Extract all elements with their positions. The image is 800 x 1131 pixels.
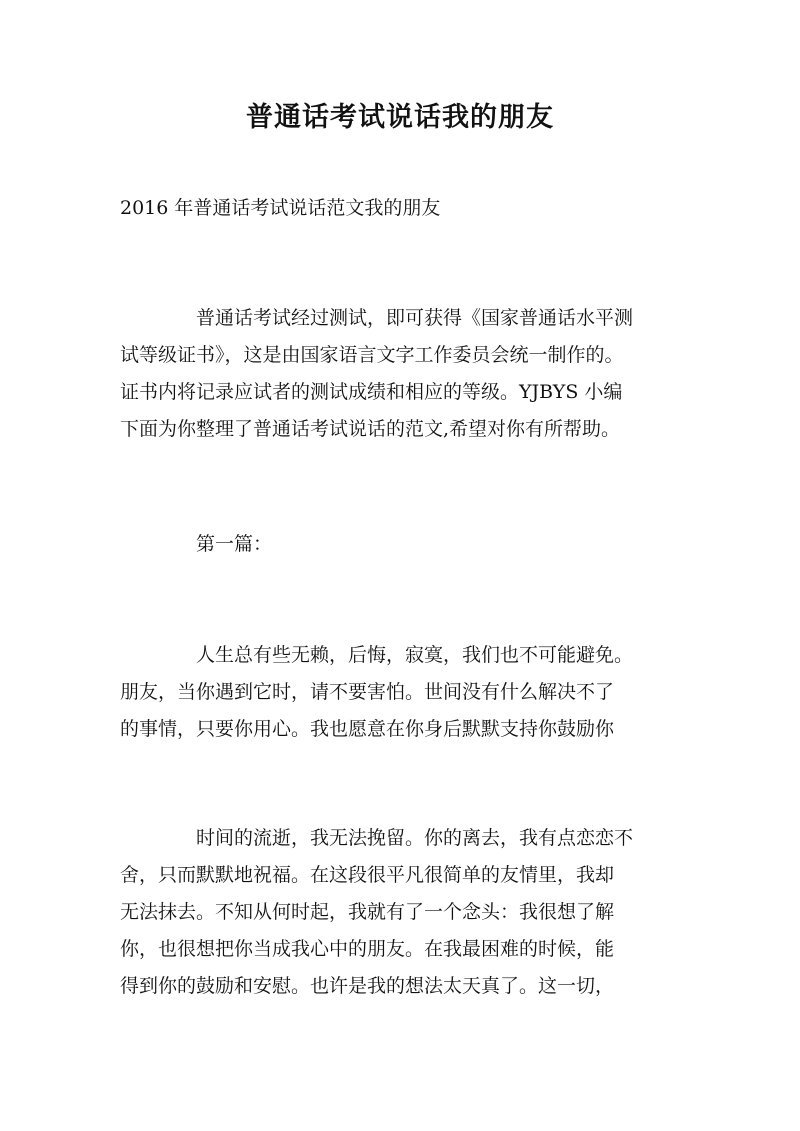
text-line: 你，也很想把你当成我心中的朋友。在我最困难的时候，能	[120, 938, 615, 960]
document-subtitle: 2016 年普通话考试说话范文我的朋友	[120, 197, 441, 219]
text-line: 舍，只而默默地祝福。在这段很平凡很简单的友情里，我却	[120, 864, 615, 886]
text-line: 下面为你整理了普通话考试说话的范文,希望对你有所帮助。	[120, 418, 621, 440]
text-line: 试等级证书》，这是由国家语言文字工作委员会统一制作的。	[120, 344, 624, 366]
text-line: 人生总有些无赖，后悔，寂寞，我们也不可能避免。	[196, 644, 634, 666]
text-line: 第一篇：	[196, 533, 273, 555]
text-line: 得到你的鼓励和安慰。也许是我的想法太天真了。这一切，	[120, 975, 615, 997]
text-line: 的事情，只要你用心。我也愿意在你身后默默支持你鼓励你	[120, 718, 615, 740]
text-line: 证书内将记录应试者的测试成绩和相应的等级。YJBYS 小编	[120, 381, 623, 403]
section-heading	[120, 526, 700, 563]
text-line: 时间的流逝，我无法挽留。你的离去，我有点恋恋不	[196, 827, 634, 849]
paragraph-body-1	[120, 637, 700, 748]
text-line: 朋友，当你遇到它时，请不要害怕。世间没有什么解决不了	[120, 681, 615, 703]
text-line: 无法抹去。不知从何时起，我就有了一个念头：我很想了解	[120, 901, 615, 923]
paragraph-intro	[120, 300, 700, 448]
paragraph-body-2	[120, 820, 700, 1005]
text-line: 普通话考试经过测试，即可获得《国家普通话水平测	[196, 307, 634, 329]
document-title: 普通话考试说话我的朋友	[246, 102, 554, 133]
